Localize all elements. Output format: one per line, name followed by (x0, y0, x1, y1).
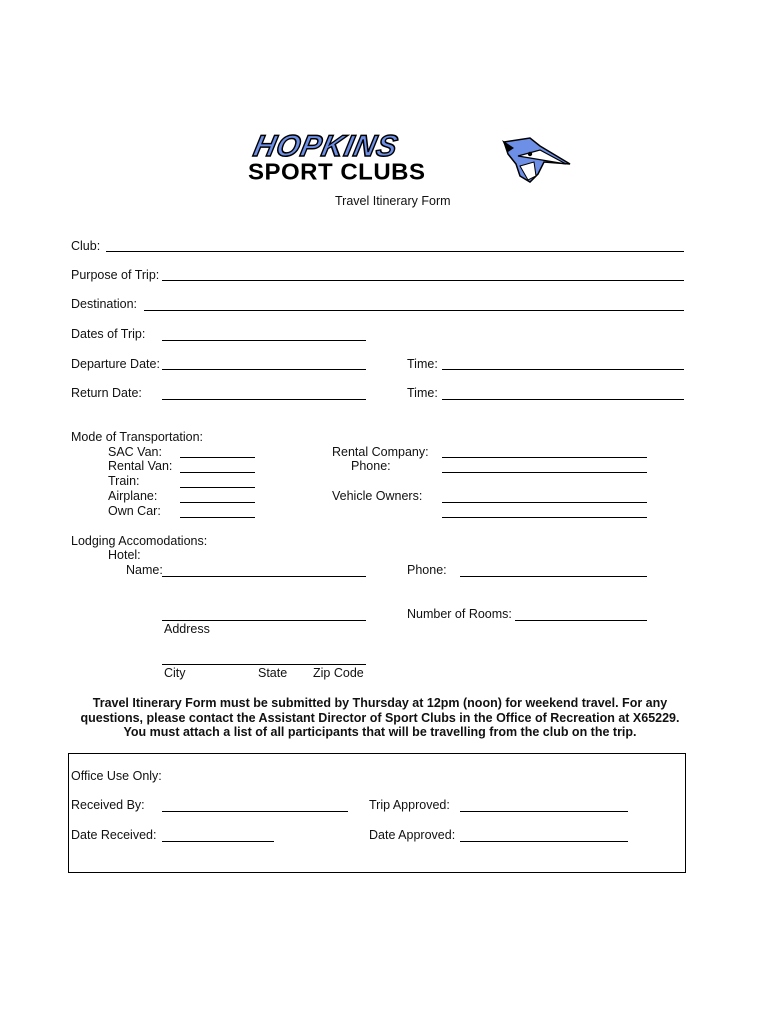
notice-line-2: questions, please contact the Assistant Director of Sport Clubs in the Office of Recreation at X65229. (80, 710, 680, 725)
received-by-label: Received By: (71, 798, 145, 812)
own-car-field[interactable] (180, 517, 255, 518)
city-caption: City (164, 666, 186, 680)
hopkins-sport-clubs-logo (246, 130, 572, 186)
departure-time-label: Time: (407, 357, 438, 371)
received-by-field[interactable] (162, 811, 348, 812)
rental-van-field[interactable] (180, 472, 255, 473)
rooms-label: Number of Rooms: (407, 607, 512, 621)
notice-line-1: Travel Itinerary Form must be submitted by Thursday at 12pm (noon) for weekend travel. For any (92, 696, 668, 710)
trip-approved-label: Trip Approved: (369, 798, 450, 812)
airplane-label: Airplane: (108, 489, 158, 503)
vehicle-owners-field-1[interactable] (442, 502, 647, 503)
rental-phone-label: Phone: (351, 459, 391, 473)
purpose-label: Purpose of Trip: (71, 268, 160, 282)
lodging-heading: Lodging Accomodations: (71, 534, 208, 548)
purpose-field[interactable] (162, 280, 684, 281)
logo-sport-clubs-text: SPORT CLUBS (248, 159, 426, 186)
rental-van-label: Rental Van: (108, 459, 173, 473)
return-field[interactable] (162, 399, 366, 400)
zip-caption: Zip Code (313, 666, 364, 680)
date-received-label: Date Received: (71, 828, 157, 842)
hotel-phone-field[interactable] (460, 576, 647, 577)
airplane-field[interactable] (180, 502, 255, 503)
vehicle-owners-field-2[interactable] (442, 517, 647, 518)
submission-notice (60, 696, 700, 740)
hotel-name-field[interactable] (162, 576, 366, 577)
return-label: Return Date: (71, 386, 142, 400)
blue-jay-icon (500, 136, 572, 184)
hotel-label: Hotel: (108, 548, 141, 562)
trip-approved-field[interactable] (460, 811, 628, 812)
rental-company-field[interactable] (442, 457, 647, 458)
hotel-city-state-zip-field[interactable] (162, 664, 366, 665)
departure-field[interactable] (162, 369, 366, 370)
state-caption: State (258, 666, 288, 680)
vehicle-owners-label: Vehicle Owners: (332, 489, 423, 503)
dates-field[interactable] (162, 340, 366, 341)
departure-time-field[interactable] (442, 369, 684, 370)
train-field[interactable] (180, 487, 255, 488)
destination-label: Destination: (71, 297, 138, 311)
form-title: Travel Itinerary Form (335, 194, 451, 208)
own-car-label: Own Car: (108, 504, 161, 518)
return-time-field[interactable] (442, 399, 684, 400)
sac-van-label: SAC Van: (108, 445, 162, 459)
dates-label: Dates of Trip: (71, 327, 146, 341)
date-approved-label: Date Approved: (369, 828, 456, 842)
date-approved-field[interactable] (460, 841, 628, 842)
rental-company-label: Rental Company: (332, 445, 429, 459)
rental-phone-field[interactable] (442, 472, 647, 473)
return-time-label: Time: (407, 386, 438, 400)
transport-heading: Mode of Transportation: (71, 430, 204, 444)
logo-hopkins-text: HOPKINS (250, 130, 402, 163)
hotel-phone-label: Phone: (407, 563, 447, 577)
departure-label: Departure Date: (71, 357, 160, 371)
address-caption: Address (164, 622, 210, 636)
club-field[interactable] (106, 251, 684, 252)
destination-field[interactable] (144, 310, 684, 311)
hotel-name-label: Name: (126, 563, 163, 577)
hotel-address-field[interactable] (162, 620, 366, 621)
notice-line-3: You must attach a list of all participants that will be travelling from the club on the trip. (123, 725, 637, 739)
rooms-field[interactable] (515, 620, 647, 621)
sac-van-field[interactable] (180, 457, 255, 458)
train-label: Train: (108, 474, 140, 488)
club-label: Club: (71, 239, 101, 253)
office-heading: Office Use Only: (71, 769, 162, 783)
date-received-field[interactable] (162, 841, 274, 842)
